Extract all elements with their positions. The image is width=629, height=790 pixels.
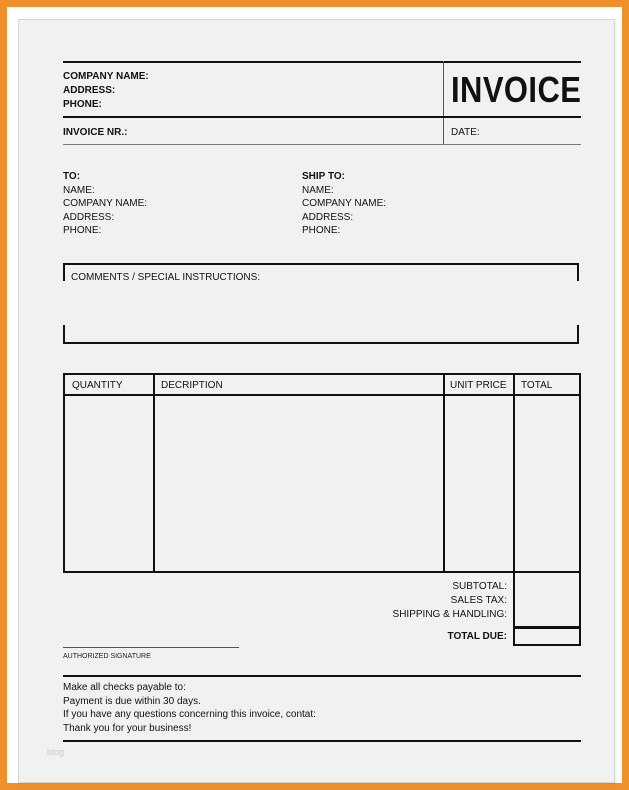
shipping-handling-label: SHIPPING & HANDLING:	[392, 609, 507, 620]
to-address: ADDRESS:	[63, 211, 115, 223]
authorized-signature-label: AUTHORIZED SIGNATURE	[63, 653, 151, 660]
col-header-quantity: QUANTITY	[72, 380, 123, 391]
header-mid-rule	[63, 116, 581, 118]
comments-left-top-tick	[63, 263, 65, 281]
phone-label: PHONE:	[63, 99, 102, 110]
ship-to-heading: SHIP TO:	[302, 171, 345, 182]
ship-to-name: NAME:	[302, 184, 334, 196]
address-label: ADDRESS:	[63, 85, 116, 96]
line-items-table	[63, 373, 581, 573]
footer-notes	[63, 681, 316, 735]
footer-line: Make all checks payable to:	[63, 682, 186, 693]
signature-line[interactable]	[63, 647, 239, 648]
col-header-description: DECRIPTION	[161, 380, 223, 391]
invoice-nr-label: INVOICE NR.:	[63, 127, 128, 138]
sales-tax-label: SALES TAX:	[450, 595, 507, 606]
description-cell[interactable]	[155, 396, 443, 571]
to-block	[63, 170, 147, 238]
watermark-text: blog	[47, 747, 65, 757]
footer-line: Payment is due within 30 days.	[63, 695, 201, 707]
quantity-cell[interactable]	[67, 396, 153, 571]
date-label: DATE:	[451, 127, 480, 138]
summary-values-box[interactable]	[513, 573, 581, 627]
footer-bottom-rule	[63, 740, 581, 742]
to-heading: TO:	[63, 171, 81, 182]
ship-to-phone: PHONE:	[302, 225, 341, 237]
footer-top-rule	[63, 675, 581, 677]
ship-to-company-name: COMPANY NAME:	[302, 198, 387, 210]
col-header-total: TOTAL	[521, 380, 553, 391]
to-name: NAME:	[63, 184, 95, 196]
comments-bottom-rule	[63, 342, 579, 344]
header-bottom-rule	[63, 144, 581, 145]
header-divider	[443, 61, 444, 145]
subtotal-label: SUBTOTAL:	[452, 581, 507, 592]
col-header-unit-price: UNIT PRICE	[450, 380, 507, 391]
footer-line: Thank you for your business!	[63, 722, 192, 734]
invoice-title: INVOICE	[451, 69, 582, 110]
to-phone: PHONE:	[63, 225, 102, 237]
comments-box[interactable]	[63, 263, 579, 344]
company-name-label: COMPANY NAME:	[63, 71, 149, 82]
ship-to-address: ADDRESS:	[302, 211, 354, 223]
footer-line: If you have any questions concerning this invoice, contat:	[63, 709, 316, 721]
header-top-rule	[63, 61, 581, 63]
total-due-box[interactable]	[513, 627, 581, 646]
invoice-page	[18, 19, 615, 783]
unit-price-cell[interactable]	[445, 396, 513, 571]
comments-right-top-tick	[577, 263, 579, 281]
to-company-name: COMPANY NAME:	[63, 198, 148, 210]
comments-label: COMMENTS / SPECIAL INSTRUCTIONS:	[71, 272, 261, 283]
comments-top-rule	[63, 263, 579, 265]
total-cell[interactable]	[515, 396, 579, 571]
ship-to-block	[302, 170, 386, 238]
total-due-label: TOTAL DUE:	[447, 631, 507, 642]
